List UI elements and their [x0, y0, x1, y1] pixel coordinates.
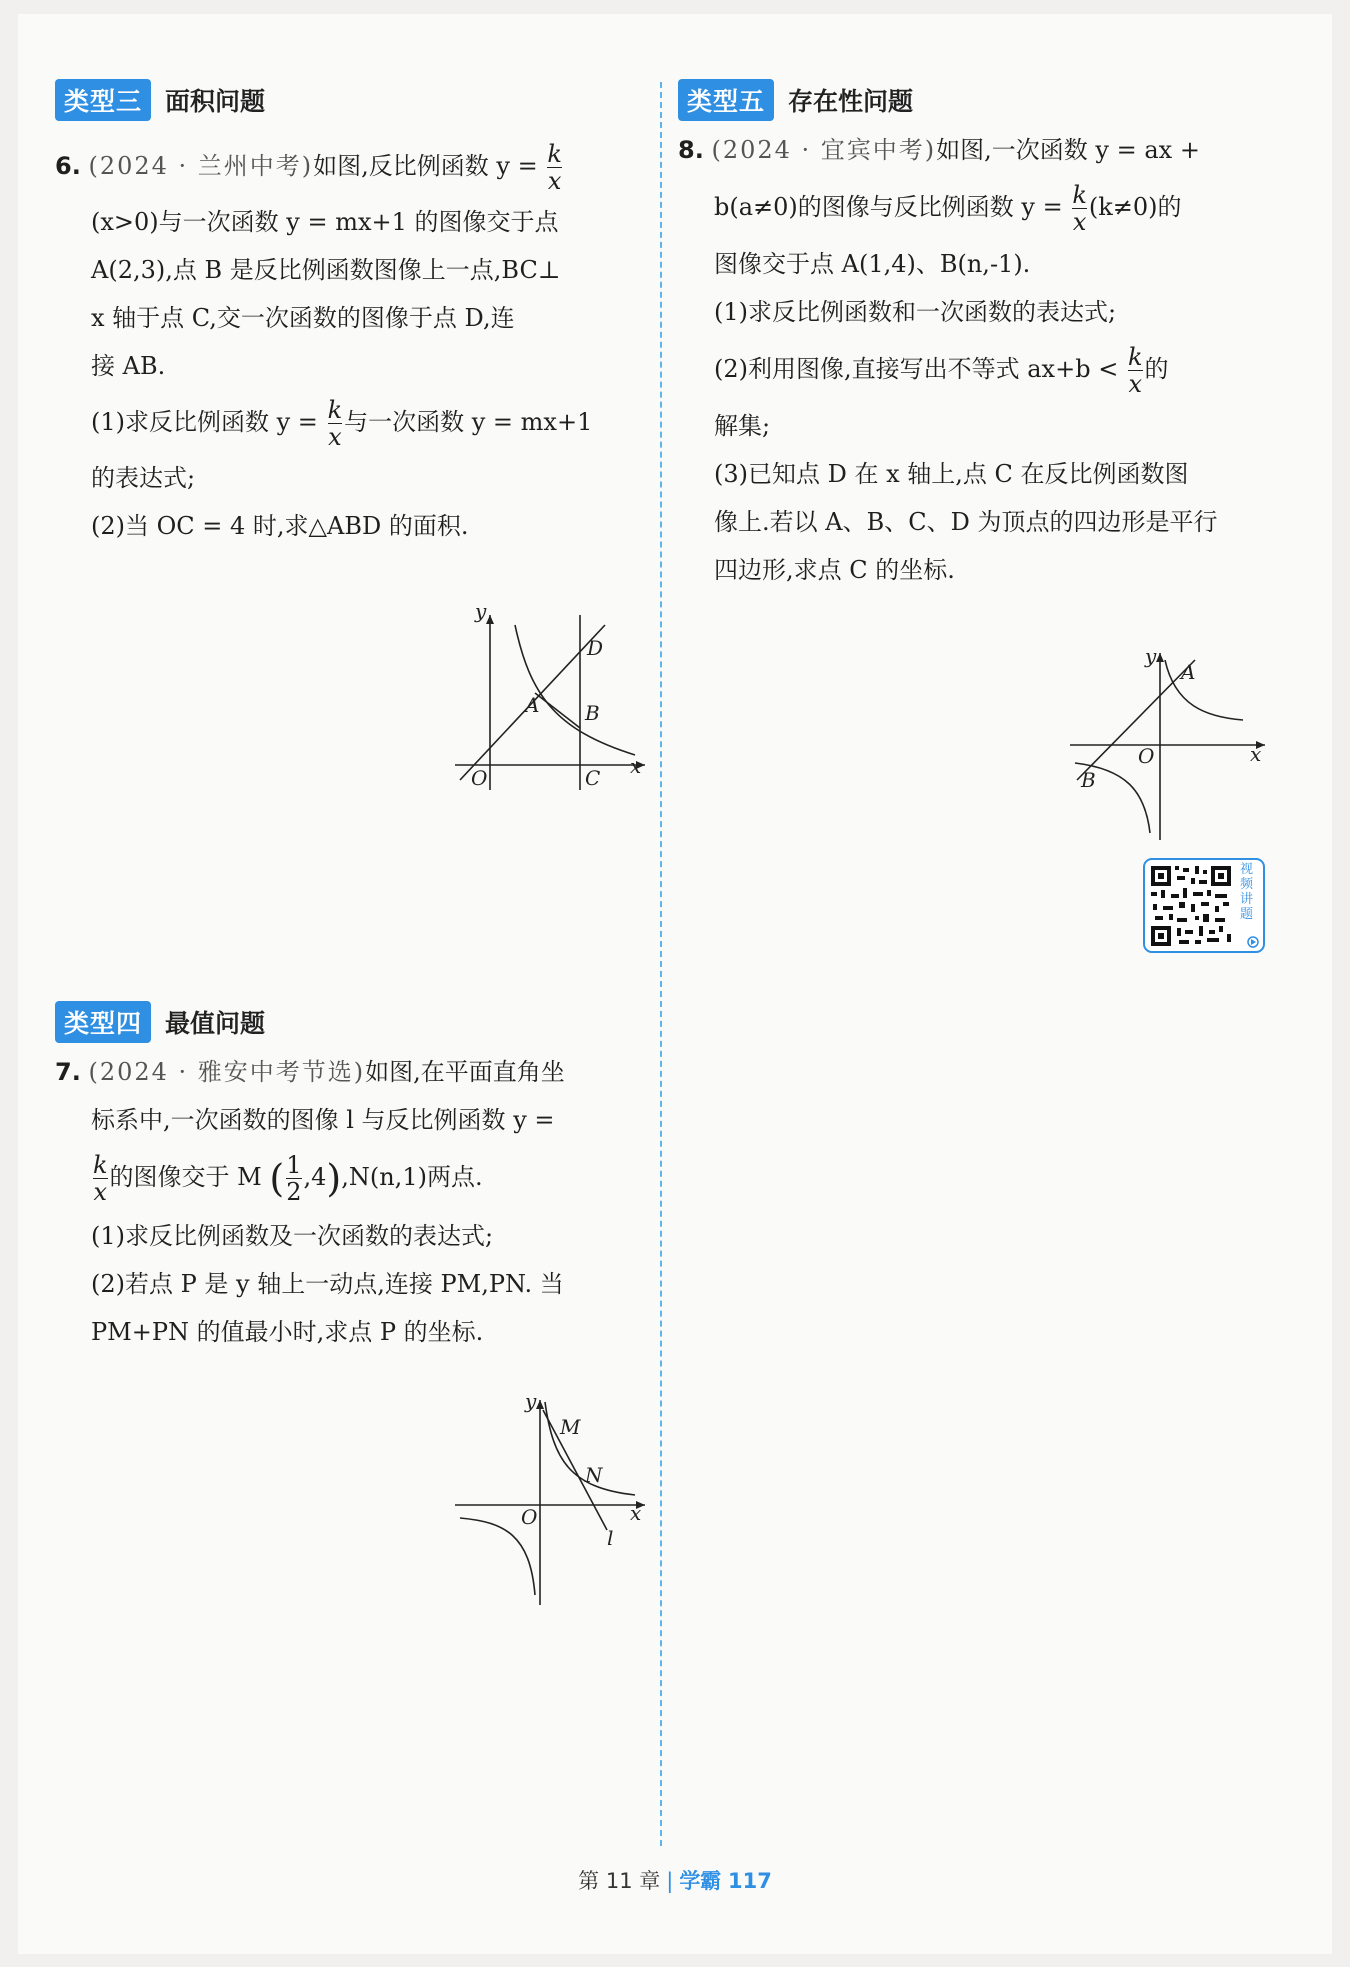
- section-title: 最值问题: [165, 1009, 266, 1038]
- section-tag: 类型四: [55, 1001, 151, 1043]
- left-column: [55, 78, 640, 550]
- problem-text: (x>0)与一次函数 y = mx+1 的图像交于点: [91, 208, 559, 236]
- fraction-k-over-x: $\frac{k}{x}$: [93, 1151, 108, 1206]
- question-2: (2)利用图像,直接写出不等式 ax+b <: [714, 355, 1119, 383]
- figure-problem-6: [445, 600, 650, 795]
- origin-label: O: [521, 1505, 538, 1529]
- axis-label-y: y: [525, 1390, 537, 1413]
- problem-number: 6.: [55, 152, 81, 180]
- problem-source: (2024 · 宜宾中考): [711, 136, 937, 164]
- question-1: (1)求反比例函数 y =: [91, 408, 318, 436]
- left-column-lower: [55, 1000, 640, 1356]
- section-header-type5: [678, 78, 1268, 122]
- question-2: (2)当 OC = 4 时,求△ABD 的面积.: [91, 512, 469, 540]
- question-1: (1)求反比例函数及一次函数的表达式;: [91, 1221, 494, 1250]
- point-label-n: N: [585, 1463, 603, 1487]
- problem-text: 如图,反比例函数 y =: [313, 152, 538, 180]
- question-2-end: 解集;: [714, 412, 771, 440]
- point-label-d: D: [587, 636, 604, 660]
- qr-label: 视频讲题: [1240, 862, 1254, 922]
- fraction-k-over-x: $\frac{k}{x}$: [1127, 343, 1143, 398]
- problem-text: 标系中,一次函数的图像 l 与反比例函数 y =: [91, 1106, 555, 1134]
- problem-text: 的图像交于 M: [109, 1163, 262, 1191]
- problem-6: [55, 134, 640, 550]
- footer-brand: 学霸: [679, 1869, 722, 1893]
- question-3: (3)已知点 D 在 x 轴上,点 C 在反比例函数图: [714, 460, 1189, 488]
- axis-label-y: y: [475, 600, 487, 623]
- figure-problem-7: [445, 1390, 650, 1605]
- question-1: (1)求反比例函数和一次函数的表达式;: [714, 298, 1117, 326]
- section-header-type3: [55, 78, 640, 122]
- fraction-k-over-x: $\frac{k}{x}$: [327, 396, 343, 451]
- right-column: [678, 78, 1268, 594]
- problem-text: x 轴于点 C,交一次函数的图像于点 D,连: [91, 304, 515, 332]
- point-label-b: B: [585, 701, 600, 725]
- fraction-one-half: $\frac{1}{2}$: [286, 1151, 302, 1206]
- question-3-cont: 像上.若以 A、B、C、D 为顶点的四边形是平行: [714, 508, 1218, 536]
- problem-number: 7.: [55, 1058, 81, 1086]
- question-1-cont: 与一次函数 y = mx+1: [344, 408, 593, 436]
- point-label-a: A: [1181, 660, 1196, 684]
- problem-text: 如图,在平面直角坐: [365, 1058, 565, 1086]
- problem-text: (k≠0)的: [1088, 193, 1182, 221]
- origin-label: O: [471, 766, 488, 790]
- figure-problem-8: [1065, 645, 1270, 845]
- section-tag: 类型三: [55, 79, 151, 121]
- section-title: 存在性问题: [788, 87, 914, 116]
- page-footer: [0, 1865, 1350, 1895]
- question-3-end: 四边形,求点 C 的坐标.: [714, 556, 955, 584]
- problem-text: 图像交于点 A(1,4)、B(n,-1).: [714, 250, 1031, 278]
- problem-text: 接 AB.: [91, 352, 166, 380]
- page-number: 117: [728, 1869, 772, 1893]
- problem-8: [678, 126, 1268, 594]
- axis-label-x: x: [1250, 742, 1262, 766]
- axis-label-y: y: [1145, 645, 1157, 668]
- axis-label-x: x: [630, 754, 642, 778]
- section-tag: 类型五: [678, 79, 774, 121]
- point-m-coord: ,4: [303, 1163, 327, 1191]
- problem-source: (2024 · 兰州中考): [88, 152, 314, 180]
- point-label-c: C: [585, 766, 601, 790]
- problem-text: b(a≠0)的图像与反比例函数 y =: [714, 193, 1063, 221]
- footer-chapter: 第 11 章: [578, 1869, 661, 1893]
- question-1-end: 的表达式;: [91, 464, 196, 492]
- qr-code[interactable]: [1143, 858, 1265, 953]
- question-2-cont: PM+PN 的值最小时,求点 P 的坐标.: [91, 1317, 484, 1346]
- problem-text: ,N(n,1)两点.: [341, 1163, 483, 1191]
- point-label-a: A: [525, 693, 540, 717]
- problem-text: 如图,一次函数 y = ax +: [936, 136, 1200, 164]
- question-2: (2)若点 P 是 y 轴上一动点,连接 PM,PN. 当: [91, 1269, 564, 1298]
- line-label-l: l: [607, 1526, 614, 1550]
- problem-number: 8.: [678, 136, 704, 164]
- problem-7: 7. (2024 · 雅安中考节选)如图,在平面直角坐 标系中,一次函数的图像 l 与反比例函数 y = $\frac{k}{x}$ 的图像交于 M ( $\frac{1}{2}$ ,4),N(n,1)两点. (1)求反比例函数及一次函数的表达式; (2)若点 P 是 y 轴上一动点,连接 PM,PN. 当 PM+PN 的值最小时,求点 P 的坐标.: [55, 1048, 640, 1356]
- point-label-b: B: [1081, 768, 1096, 792]
- section-header-type4: [55, 1000, 640, 1044]
- column-divider: [660, 82, 662, 1846]
- problem-source: (2024 · 雅安中考节选): [88, 1058, 366, 1086]
- fraction-k-over-x: $\frac{k}{x}$: [1072, 181, 1087, 236]
- footer-separator: |: [666, 1869, 674, 1893]
- fraction-k-over-x: $\frac{k}{x}$: [547, 140, 562, 195]
- point-label-m: M: [560, 1415, 581, 1439]
- origin-label: O: [1138, 744, 1155, 768]
- question-2-cont: 的: [1144, 355, 1169, 383]
- axis-label-x: x: [630, 1501, 642, 1525]
- section-title: 面积问题: [165, 87, 266, 116]
- problem-text: A(2,3),点 B 是反比例函数图像上一点,BC⊥: [91, 256, 561, 284]
